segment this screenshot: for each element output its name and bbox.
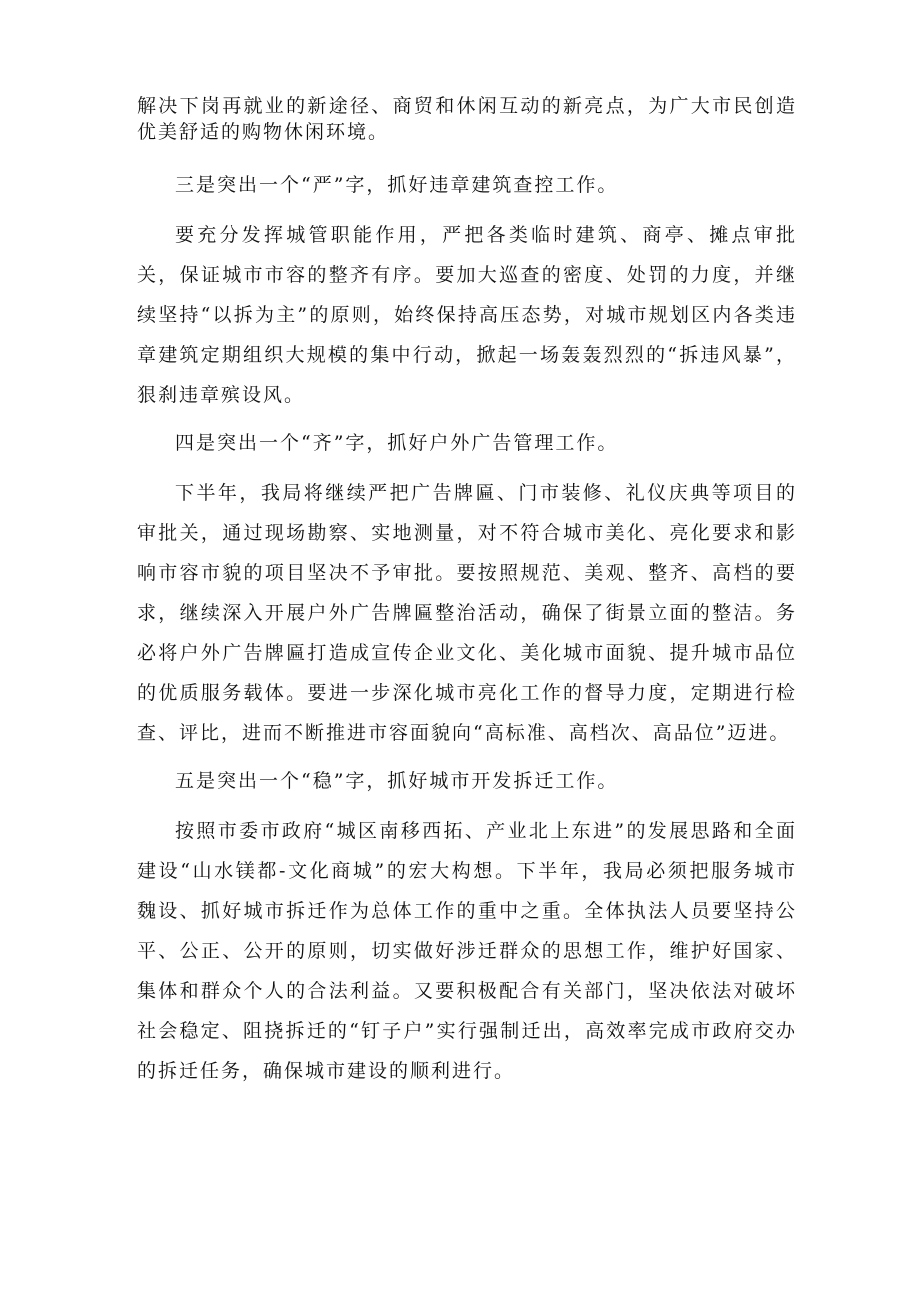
paragraph-illegal-construction: 要充分发挥城管职能作用，严把各类临时建筑、商亭、摊点审批关，保证城市市容的整齐有序。要加大巡查的密度、处罚的力度，并继续坚持“以拆为主”的原则，始终保持高压态势，对城市规划区内各类违章建筑定期组织大规模的集中行动，掀起一场轰轰烈烈的“拆违风暴”，狠刹违章殡设风。 bbox=[137, 224, 797, 406]
paragraph-continuation: 解决下岗再就业的新途径、商贸和休闲互动的新亮点，为广大市民创造优美舒适的购物休闲环境。 bbox=[137, 95, 797, 143]
paragraph-outdoor-advertising: 下半年，我局将继续严把广告牌匾、门市装修、礼仪庆典等项目的审批关，通过现场勘察、实地测量，对不符合城市美化、亮化要求和影响市容市貌的项目坚决不予审批。要按照规范、美观、整齐、高档的要求，继续深入开展户外广告牌匾整治活动，确保了街景立面的整洁。务必将户外广告牌匾打造成宣传企业文化、美化城市面貌、提升城市品位的优质服务载体。要进一步深化城市亮化工作的督导力度，定期进行检查、评比，进而不断推进市容面貌向“高标准、高档次、高品位”迈进。 bbox=[137, 482, 797, 744]
section-heading-stable: 五是突出一个“稳”字，抓好城市开发拆迁工作。 bbox=[175, 770, 619, 792]
document-body bbox=[137, 93, 797, 1099]
paragraph-demolition: 按照市委市政府“城区南移西拓、产业北上东进”的发展思路和全面建设“山水镁都-文化商城”的宏大构想。下半年，我局必须把服务城市魏设、抓好城市拆迁作为总体工作的重中之重。全体执法人员要坚持公平、公正、公开的原则，切实做好涉迁群众的思想工作，维护好国家、集体和群众个人的合法利益。又要积极配合有关部门，坚决依法对破坏社会稳定、阻挠拆迁的“钉子户”实行强制迁出，高效率完成市政府交办的拆迁任务，确保城市建设的顺利进行。 bbox=[137, 820, 797, 1082]
section-heading-strict: 三是突出一个“严”字，抓好违章建筑查控工作。 bbox=[175, 174, 619, 196]
section-heading-uniform: 四是突出一个“齐”字，抓好户外广告管理工作。 bbox=[175, 432, 619, 454]
